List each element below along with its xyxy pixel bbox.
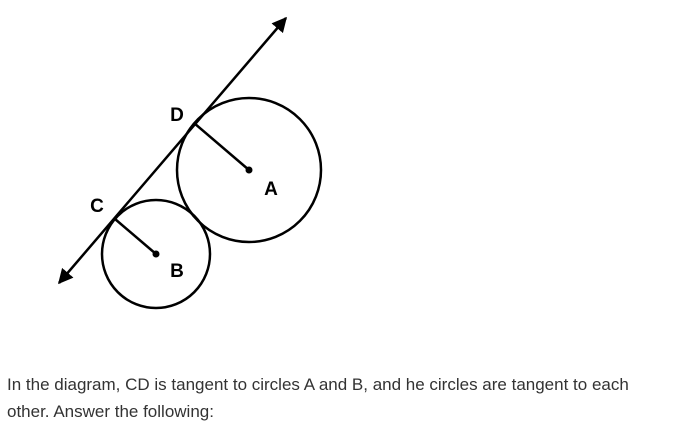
problem-statement xyxy=(7,371,675,425)
label-c: C xyxy=(90,196,104,217)
radius-a-to-d xyxy=(194,123,249,170)
problem-line-1: In the diagram, CD is tangent to circles A and B, and he circles are tangent to each xyxy=(7,375,629,394)
label-a: A xyxy=(264,179,278,200)
label-d: D xyxy=(170,105,184,126)
center-b-point xyxy=(153,251,160,258)
tangent-line-cd xyxy=(59,18,286,283)
problem-line-2: other. Answer the following: xyxy=(7,402,214,421)
label-b: B xyxy=(170,261,184,282)
center-a-point xyxy=(246,167,253,174)
radius-b-to-c xyxy=(115,219,156,254)
